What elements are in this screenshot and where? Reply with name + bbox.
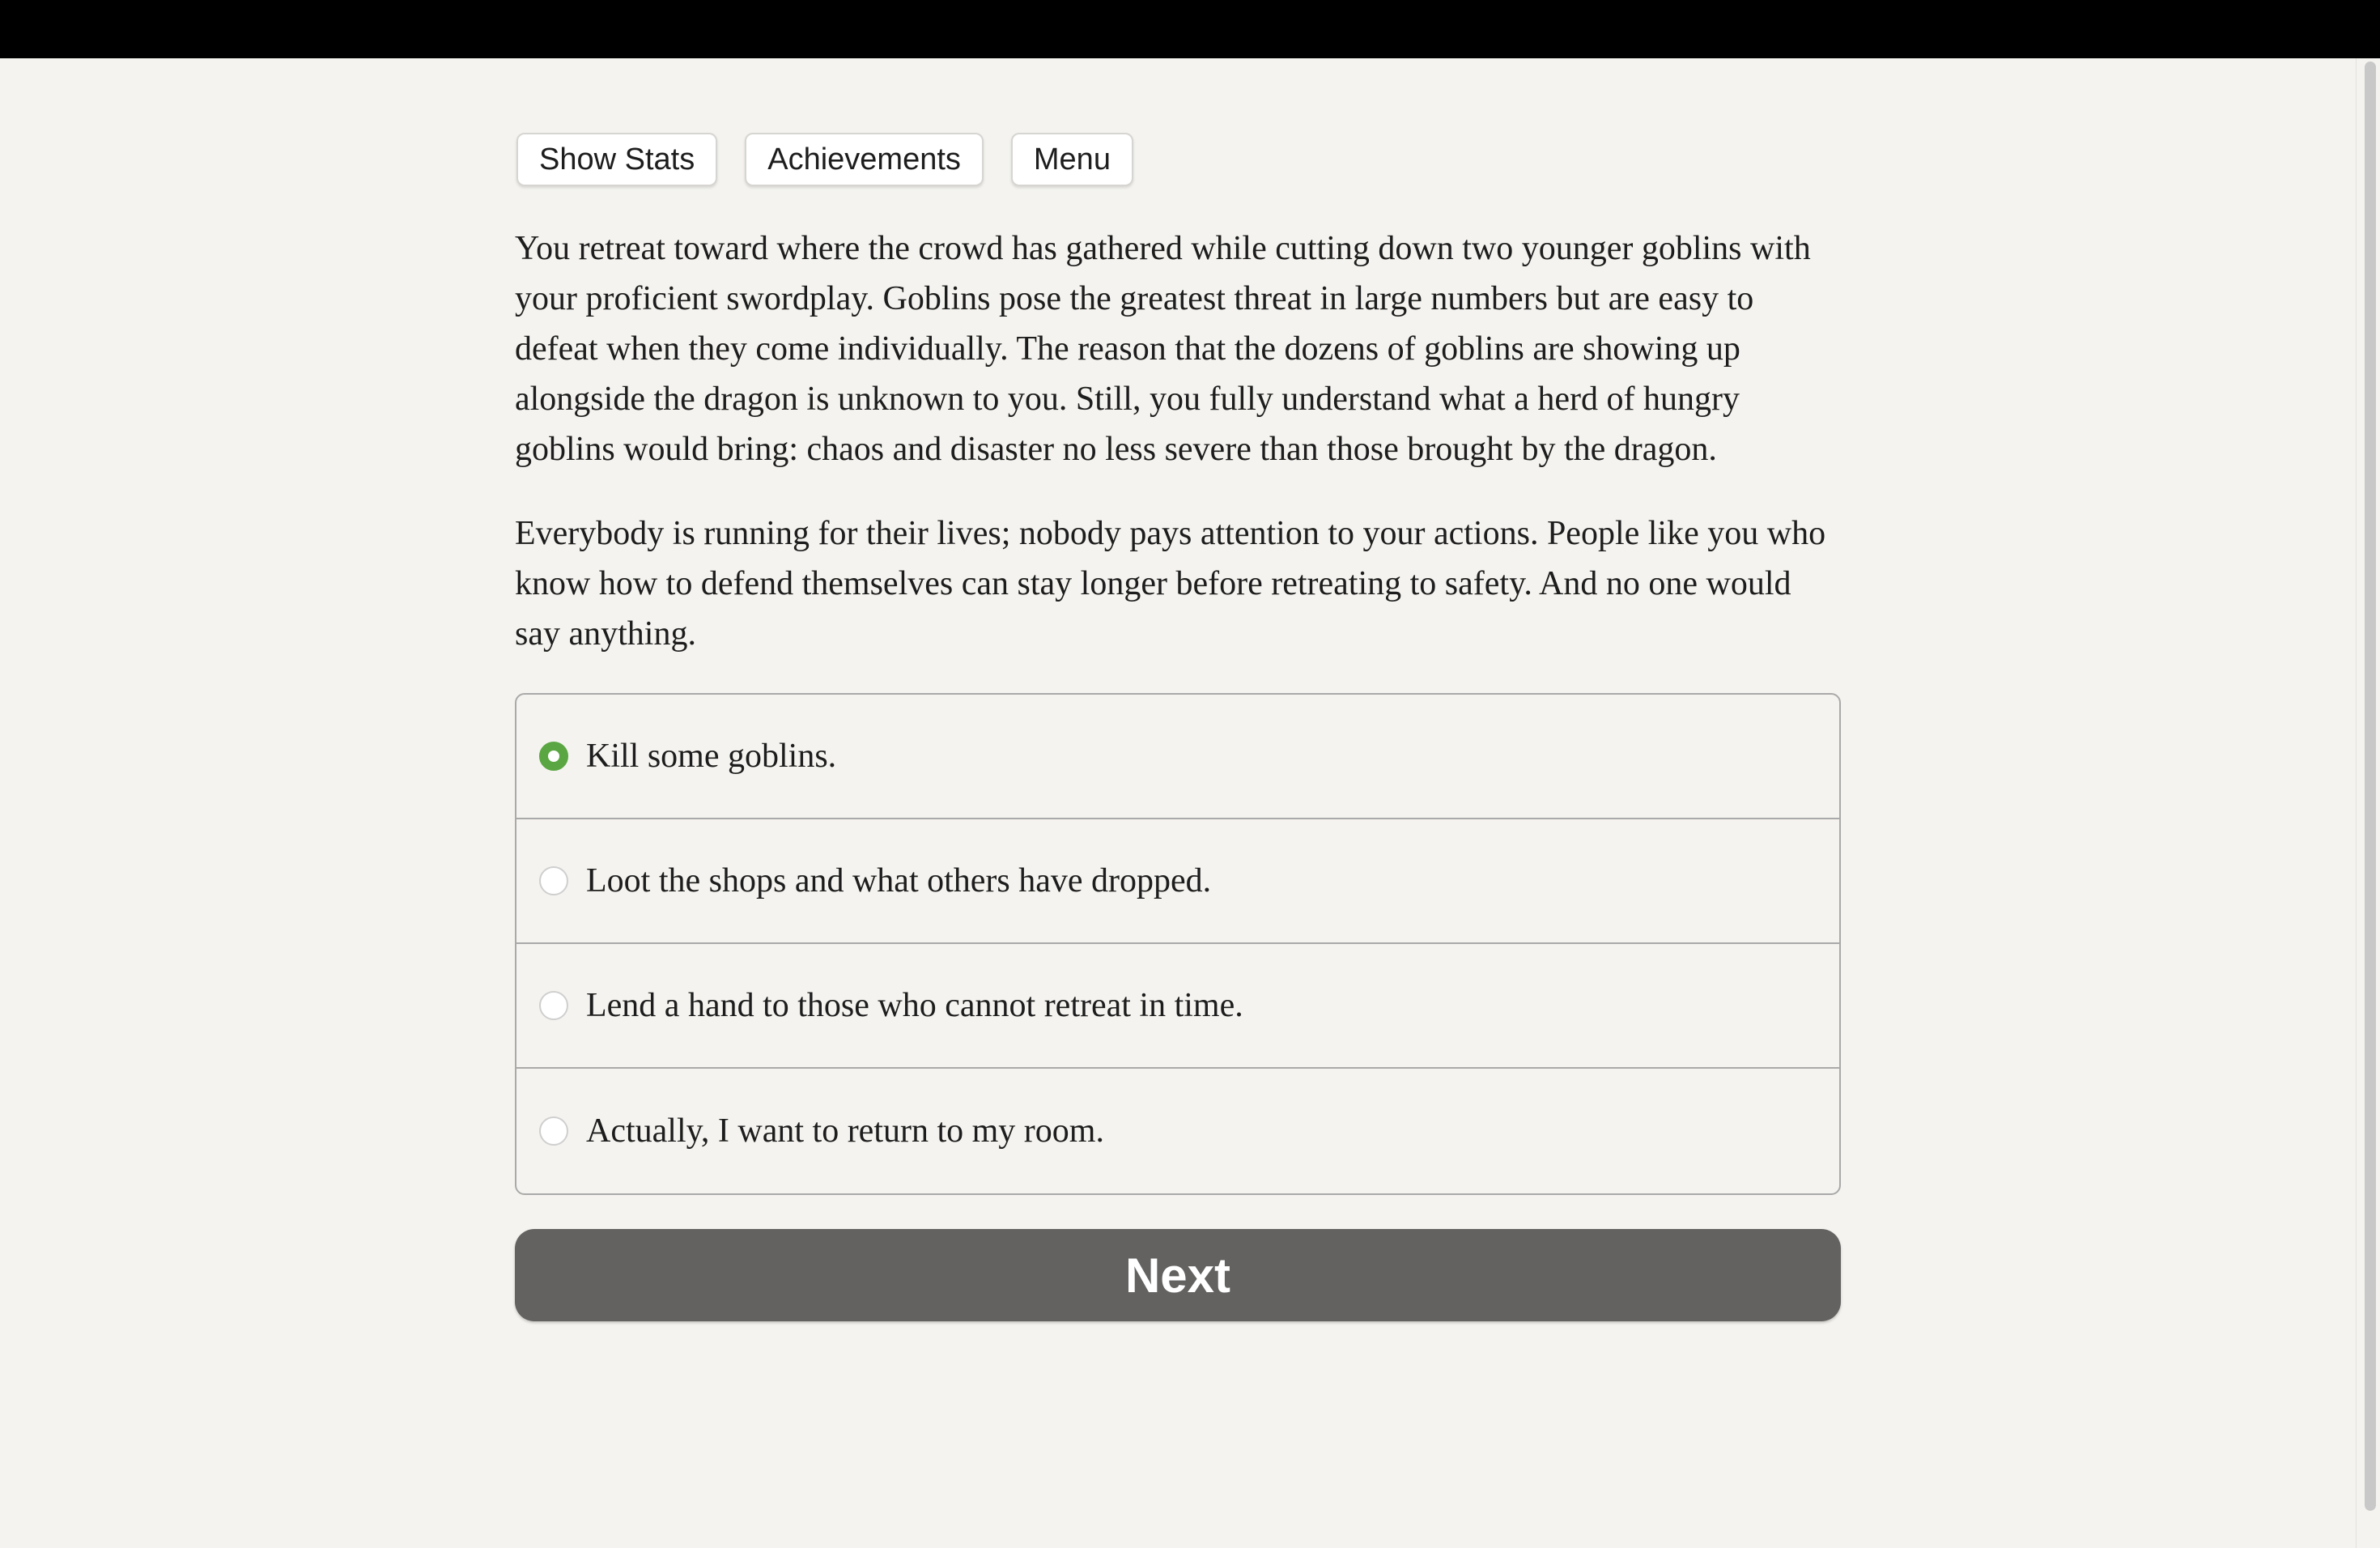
menu-button[interactable]: Menu — [1011, 133, 1133, 186]
choice-option-loot-shops[interactable] — [516, 819, 1839, 944]
story-text — [515, 223, 1841, 659]
next-button[interactable]: Next — [515, 1229, 1841, 1321]
choice-option-kill-goblins[interactable] — [516, 695, 1839, 819]
game-container — [515, 133, 1841, 1321]
choice-option-return-room[interactable] — [516, 1069, 1839, 1193]
choice-label: Loot the shops and what others have dropped. — [586, 862, 1212, 899]
show-stats-button[interactable]: Show Stats — [516, 133, 717, 186]
choice-label: Kill some goblins. — [586, 738, 837, 775]
achievements-button[interactable]: Achievements — [745, 133, 984, 186]
radio-button[interactable] — [539, 1116, 568, 1146]
choice-list — [515, 693, 1841, 1195]
choice-label: Actually, I want to return to my room. — [586, 1112, 1104, 1150]
choice-label: Lend a hand to those who cannot retreat in time. — [586, 987, 1243, 1024]
radio-button[interactable] — [539, 742, 568, 771]
toolbar — [515, 133, 1841, 186]
radio-button[interactable] — [539, 991, 568, 1020]
browser-top-bar — [0, 0, 2380, 58]
story-paragraph: Everybody is running for their lives; nobody pays attention to your actions. People like you who know how to defend themselves can stay longer before retreating to safety. And no one would say anything. — [515, 515, 1826, 653]
radio-button[interactable] — [539, 866, 568, 895]
story-paragraph: You retreat toward where the crowd has gathered while cutting down two younger goblins with your proficient swordplay. Goblins pose the greatest threat in large numbers but are easy to defeat when they come individually. The reason that the dozens of goblins are showing up alongside the dragon is unknown to you. Still, you fully understand what a herd of hungry goblins would bring: chaos and disaster no less severe than those brought by the dragon. — [515, 230, 1811, 468]
scrollbar-thumb[interactable] — [2365, 62, 2376, 1511]
scrollbar[interactable] — [2356, 58, 2380, 1548]
choice-option-lend-hand[interactable] — [516, 944, 1839, 1069]
